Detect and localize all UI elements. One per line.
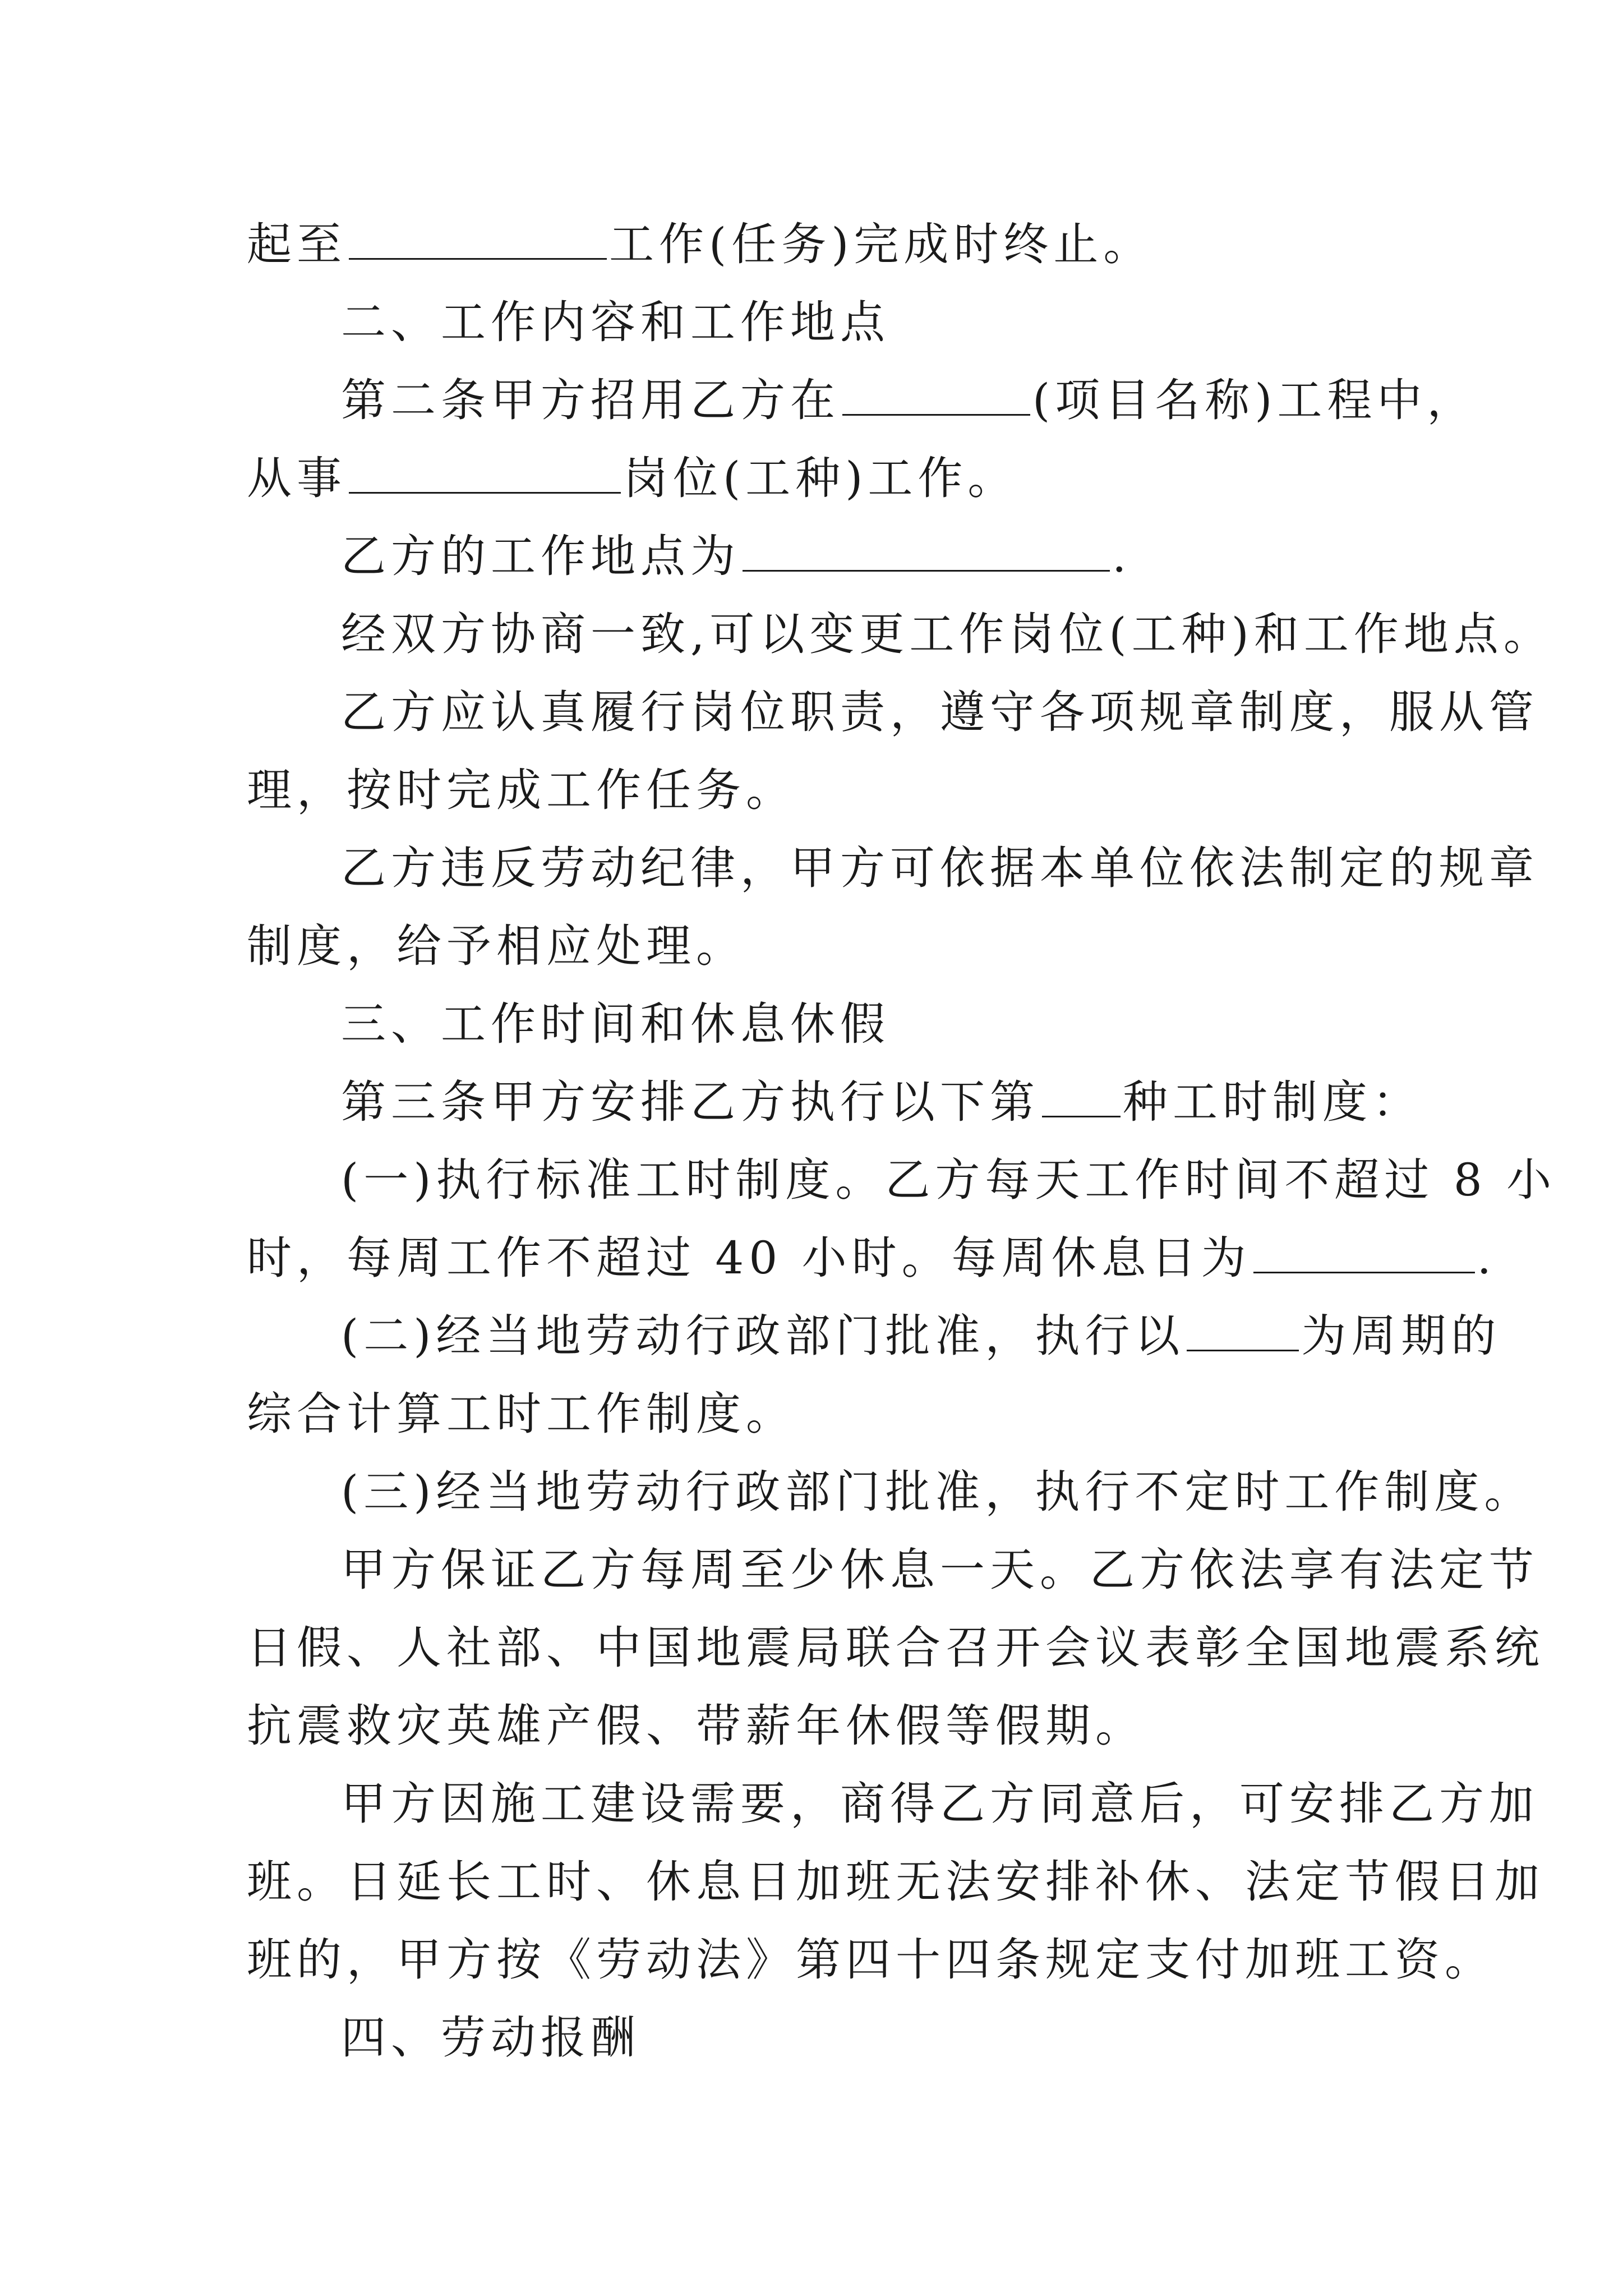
text-line-16: 综合计算工时工作制度。 bbox=[247, 1388, 796, 1440]
fill-blank-project-name bbox=[842, 383, 1030, 416]
text-line-position: 从事 岗位(工种)工作。 bbox=[247, 452, 1018, 504]
text-line-1: 起至 工作(任务)完成时终止。 bbox=[247, 218, 1154, 270]
text-line-21: 甲方因施工建设需要，商得乙方同意后，可安排乙方加 bbox=[341, 1778, 1539, 1830]
text-line-22: 班。日延长工时、休息日加班无法安排补休、法定节假日加 bbox=[247, 1856, 1544, 1908]
section-heading-3: 三、工作时间和休息休假 bbox=[341, 998, 890, 1050]
text-line-19: 日假、人社部、中国地震局联合召开会议表彰全国地震系统 bbox=[247, 1622, 1544, 1674]
text-line-article-3: 第三条甲方安排乙方执行以下第 种工时制度： bbox=[341, 1076, 1422, 1128]
section-heading-4: 四、劳动报酬 bbox=[341, 2012, 640, 2064]
text-line-10: 制度，给予相应处理。 bbox=[247, 920, 746, 972]
text-line-18: 甲方保证乙方每周至少休息一天。乙方依法享有法定节 bbox=[341, 1544, 1539, 1596]
text-line-article-2: 第二条甲方招用乙方在 (项目名称)工程中， bbox=[341, 374, 1477, 426]
fill-blank-cycle bbox=[1187, 1318, 1299, 1351]
fill-blank-position bbox=[349, 461, 621, 494]
text-line-cycle: (二)经当地劳动行政部门批准，执行以 为周期的 bbox=[341, 1310, 1501, 1362]
text-line-23: 班的，甲方按《劳动法》第四十四条规定支付加班工资。 bbox=[247, 1934, 1495, 1986]
text-line-6: 经双方协商一致,可以变更工作岗位(工种)和工作地点。 bbox=[341, 608, 1553, 660]
text-line-13: (一)执行标准工时制度。乙方每天工作时间不超过 8 小 bbox=[341, 1154, 1557, 1206]
fill-blank-work-location bbox=[743, 539, 1110, 572]
text-line-7: 乙方应认真履行岗位职责，遵守各项规章制度，服从管 bbox=[341, 686, 1539, 738]
fill-blank-rest-day bbox=[1253, 1240, 1475, 1273]
section-heading-2: 二、工作内容和工作地点 bbox=[341, 296, 890, 348]
text-line-rest-day: 时，每周工作不超过 40 小时。每周休息日为 . bbox=[247, 1232, 1497, 1284]
text-line-20: 抗震救灾英雄产假、带薪年休假等假期。 bbox=[247, 1700, 1145, 1752]
fill-blank-end-date bbox=[349, 227, 607, 260]
text-line-work-location: 乙方的工作地点为 . bbox=[341, 530, 1132, 582]
text-line-8: 理，按时完成工作任务。 bbox=[247, 764, 796, 816]
fill-blank-hour-system bbox=[1042, 1084, 1121, 1117]
text-line-17: (三)经当地劳动行政部门批准，执行不定时工作制度。 bbox=[341, 1466, 1534, 1518]
text-line-9: 乙方违反劳动纪律，甲方可依据本单位依法制定的规章 bbox=[341, 842, 1539, 894]
